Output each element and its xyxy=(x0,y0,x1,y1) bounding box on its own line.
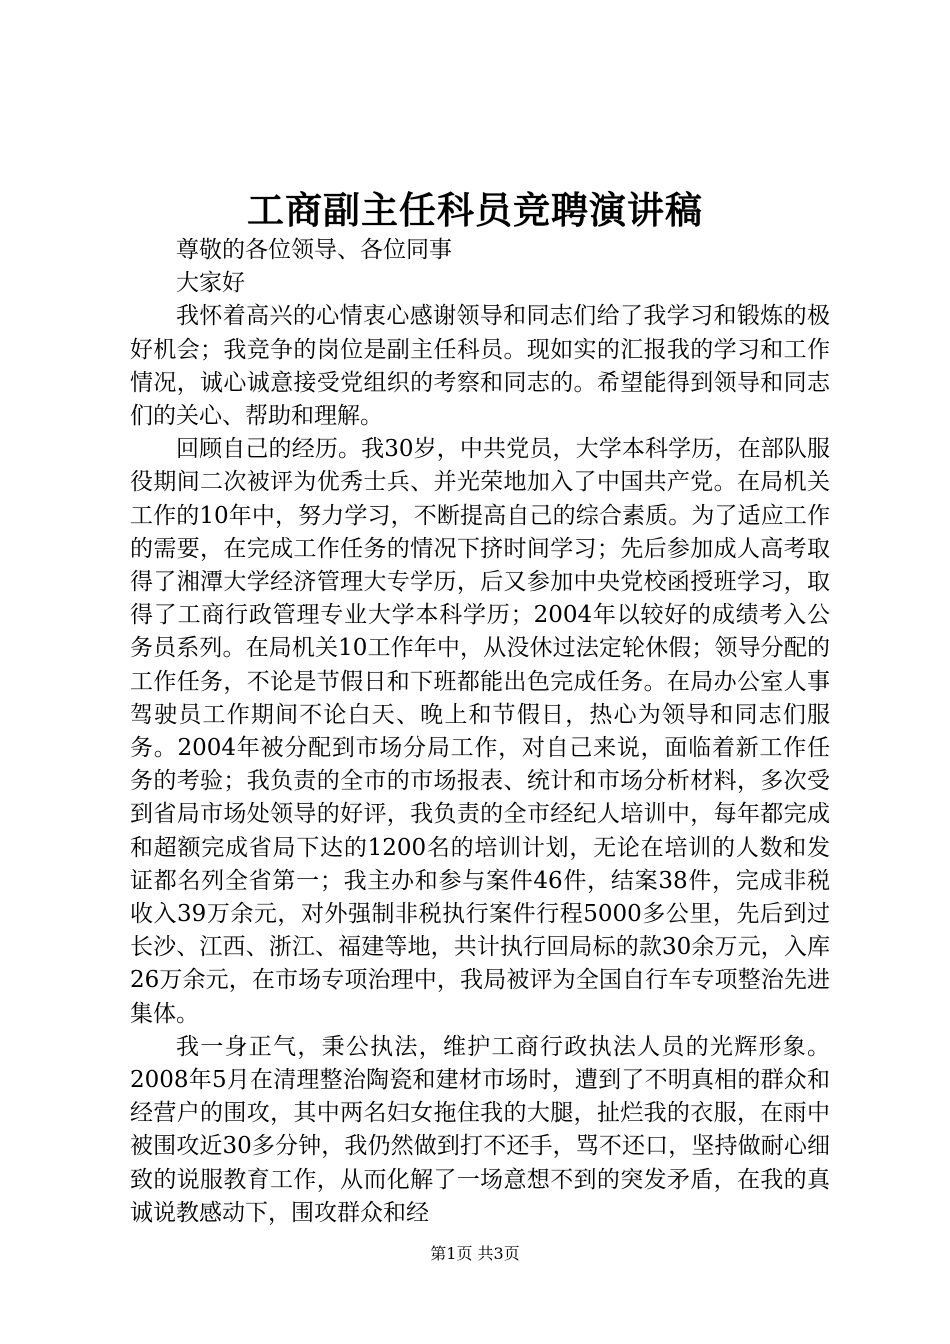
page-number-footer: 第1页 共3页 xyxy=(430,1244,520,1263)
document-title: 工商副主任科员竞聘演讲稿 xyxy=(247,188,703,232)
greeting: 大家好 xyxy=(176,270,245,297)
paragraph-1: 我怀着高兴的心情衷心感谢领导和同志们给了我学习和锻炼的极好机会；我竞争的岗位是副主任科员。现如实的汇报我的学习和工作情况，诚心诚意接受党组织的考察和同志的。希望能得到领导和同志们的关心、帮助和理解。 xyxy=(130,303,830,430)
paragraph-3: 我一身正气，秉公执法，维护工商行政执法人员的光辉形象。2008年5月在清理整治陶瓷和建材市场时，遭到了不明真相的群众和经营户的围攻，其中两名妇女拖住我的大腿，扯烂我的衣服，在雨中被围攻近30多分钟，我仍然做到打不还手，骂不还口，坚持做耐心细致的说服教育工作，从而化解了一场意想不到的突发矛盾，在我的真诚说教感动下，围攻群众和经 xyxy=(130,1033,830,1226)
salutation: 尊敬的各位领导、各位同事 xyxy=(176,237,452,263)
paragraph-2: 回顾自己的经历。我30岁，中共党员，大学本科学历，在部队服役期间二次被评为优秀士兵、并光荣地加入了中国共产党。在局机关工作的10年中，努力学习，不断提高自己的综合素质。为了适应工作的需要，在完成工作任务的情况下挤时间学习；先后参加成人高考取得了湘潭大学经济管理大专学历，后又参加中央党校函授班学习，取得了工商行政管理专业大学本科学历；2004年以较好的成绩考入公务员系列。在局机关10工作年中，从没休过法定轮休假；领导分配的工作任务，不论是节假日和下班都能出色完成任务。在局办公室人事驾驶员工作期间不论白天、晚上和节假日，热心为领导和同志们服务。2004年被分配到市场分局工作，对自己来说，面临着新工作任务的考验；我负责的全市的市场报表、统计和市场分析材料，多次受到省局市场处领导的好评，我负责的全市经纪人培训中，每年都完成和超额完成省局下达的1200名的培训计划，无论在培训的人数和发证都名列全省第一；我主办和参与案件46件，结案38件，完成非税收入39万余元，对外强制非税执行案件行程5000多公里，先后到过长沙、江西、浙江、福建等地，共计执行回局标的款30余万元，入库26万余元，在市场专项治理中，我局被评为全国自行车专项整治先进集体。 xyxy=(130,436,830,1027)
document-body xyxy=(130,234,830,1230)
